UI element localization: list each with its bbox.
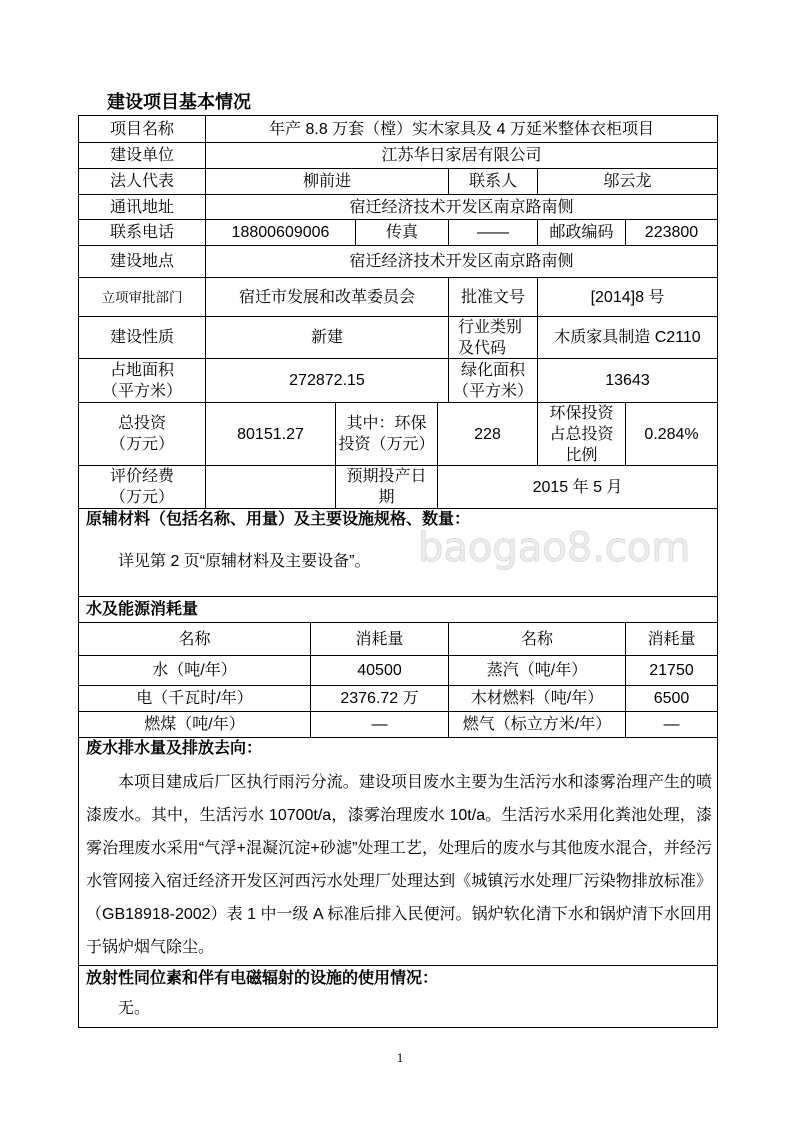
fax-value: —— <box>449 220 538 246</box>
materials-section <box>79 509 718 597</box>
basic-info-table <box>78 115 718 1028</box>
nature-label: 建设性质 <box>79 317 206 359</box>
approval-dept-value: 宿迁市发展和改革委员会 <box>206 278 449 317</box>
nature-value: 新建 <box>206 317 449 359</box>
env-ratio-label: 环保投资 占总投资 比例 <box>538 403 626 466</box>
energy-amount: 2376.72 万 <box>311 686 449 712</box>
energy-heading: 水及能源消耗量 <box>79 597 718 623</box>
project-name-value: 年产 8.8 万套（樘）实木家具及 4 万延米整体衣柜项目 <box>206 116 718 143</box>
energy-item: 电（千瓦时/年） <box>79 686 311 712</box>
legal-rep-value: 柳前进 <box>206 169 449 195</box>
operation-date-label: 预期投产日 期 <box>336 466 438 509</box>
energy-amount: — <box>311 712 449 738</box>
contact-value: 邬云龙 <box>538 169 718 195</box>
total-investment-label: 总投资 （万元） <box>79 403 206 466</box>
energy-amount: 40500 <box>311 656 449 686</box>
materials-heading: 原辅材料（包括名称、用量）及主要设施规格、数量： <box>86 511 471 528</box>
radiation-text: 无。 <box>118 1000 151 1017</box>
page-title: 建设项目基本情况 <box>107 92 251 112</box>
total-investment-value: 80151.27 <box>206 403 336 466</box>
energy-item: 蒸汽（吨/年） <box>449 656 626 686</box>
site-value: 宿迁经济技术开发区南京路南侧 <box>206 246 718 278</box>
wastewater-section <box>79 738 718 966</box>
watermark: baogao8.com <box>418 525 691 571</box>
energy-col-consumption: 消耗量 <box>311 623 449 656</box>
eval-cost-label: 评价经费 （万元） <box>79 466 206 509</box>
energy-amount: 21750 <box>626 656 718 686</box>
postcode-value: 223800 <box>626 220 718 246</box>
address-label: 通讯地址 <box>79 195 206 220</box>
site-label: 建设地点 <box>79 246 206 278</box>
legal-rep-label: 法人代表 <box>79 169 206 195</box>
wastewater-text: 本项目建成后厂区执行雨污分流。建设项目废水主要为生活污水和漆雾治理产生的喷漆废水。其中，生活污水 10700t/a，漆雾治理废水 10t/a。生活污水采用化粪池处理，漆雾治理废水采用“气浮+混凝沉淀+砂滤”处理工艺，处理后的废水与其他废水混合，并经污水管网接入宿迁经济开发区河西污水处理厂处理达到《城镇污水处理厂污染物排放标准》（GB18918-2002）表 1 中一级 A 标准后排入民便河。锅炉软化清下水和锅炉清下水回用于锅炉烟气除尘。 <box>86 774 712 956</box>
address-value: 宿迁经济技术开发区南京路南侧 <box>206 195 718 220</box>
eval-cost-value <box>206 466 336 509</box>
energy-amount: 6500 <box>626 686 718 712</box>
green-area-value: 13643 <box>538 359 718 403</box>
radiation-heading: 放射性同位素和伴有电磁辐射的设施的使用情况： <box>86 970 439 987</box>
approval-no-value: [2014]8 号 <box>538 278 718 317</box>
energy-col-name: 名称 <box>79 623 311 656</box>
energy-col-name: 名称 <box>449 623 626 656</box>
phone-value: 18800609006 <box>206 220 356 246</box>
env-investment-label: 其中：环保 投资（万元） <box>336 403 438 466</box>
phone-label: 联系电话 <box>79 220 206 246</box>
fax-label: 传真 <box>356 220 449 246</box>
industry-label: 行业类别 及代码 <box>449 317 538 359</box>
energy-col-consumption: 消耗量 <box>626 623 718 656</box>
project-name-label: 项目名称 <box>79 116 206 143</box>
energy-item: 燃气（标立方米/年） <box>449 712 626 738</box>
contact-label: 联系人 <box>449 169 538 195</box>
operation-date-value: 2015 年 5 月 <box>438 466 718 509</box>
green-area-label: 绿化面积 （平方米） <box>449 359 538 403</box>
radiation-section <box>79 966 718 1028</box>
land-area-label: 占地面积 （平方米） <box>79 359 206 403</box>
materials-text: 详见第 2 页“原辅材料及主要设备”。 <box>118 553 371 570</box>
company-label: 建设单位 <box>79 143 206 169</box>
page-number: 1 <box>396 1050 404 1065</box>
energy-item: 木材燃料（吨/年） <box>449 686 626 712</box>
industry-value: 木质家具制造 C2110 <box>538 317 718 359</box>
energy-item: 水（吨/年） <box>79 656 311 686</box>
land-area-value: 272872.15 <box>206 359 449 403</box>
approval-no-label: 批准文号 <box>449 278 538 317</box>
energy-item: 燃煤（吨/年） <box>79 712 311 738</box>
env-investment-value: 228 <box>438 403 538 466</box>
energy-amount: — <box>626 712 718 738</box>
company-value: 江苏华日家居有限公司 <box>206 143 718 169</box>
approval-dept-label: 立项审批部门 <box>79 278 206 317</box>
env-ratio-value: 0.284% <box>626 403 718 466</box>
postcode-label: 邮政编码 <box>538 220 626 246</box>
wastewater-heading: 废水排水量及排放去向： <box>86 740 263 757</box>
